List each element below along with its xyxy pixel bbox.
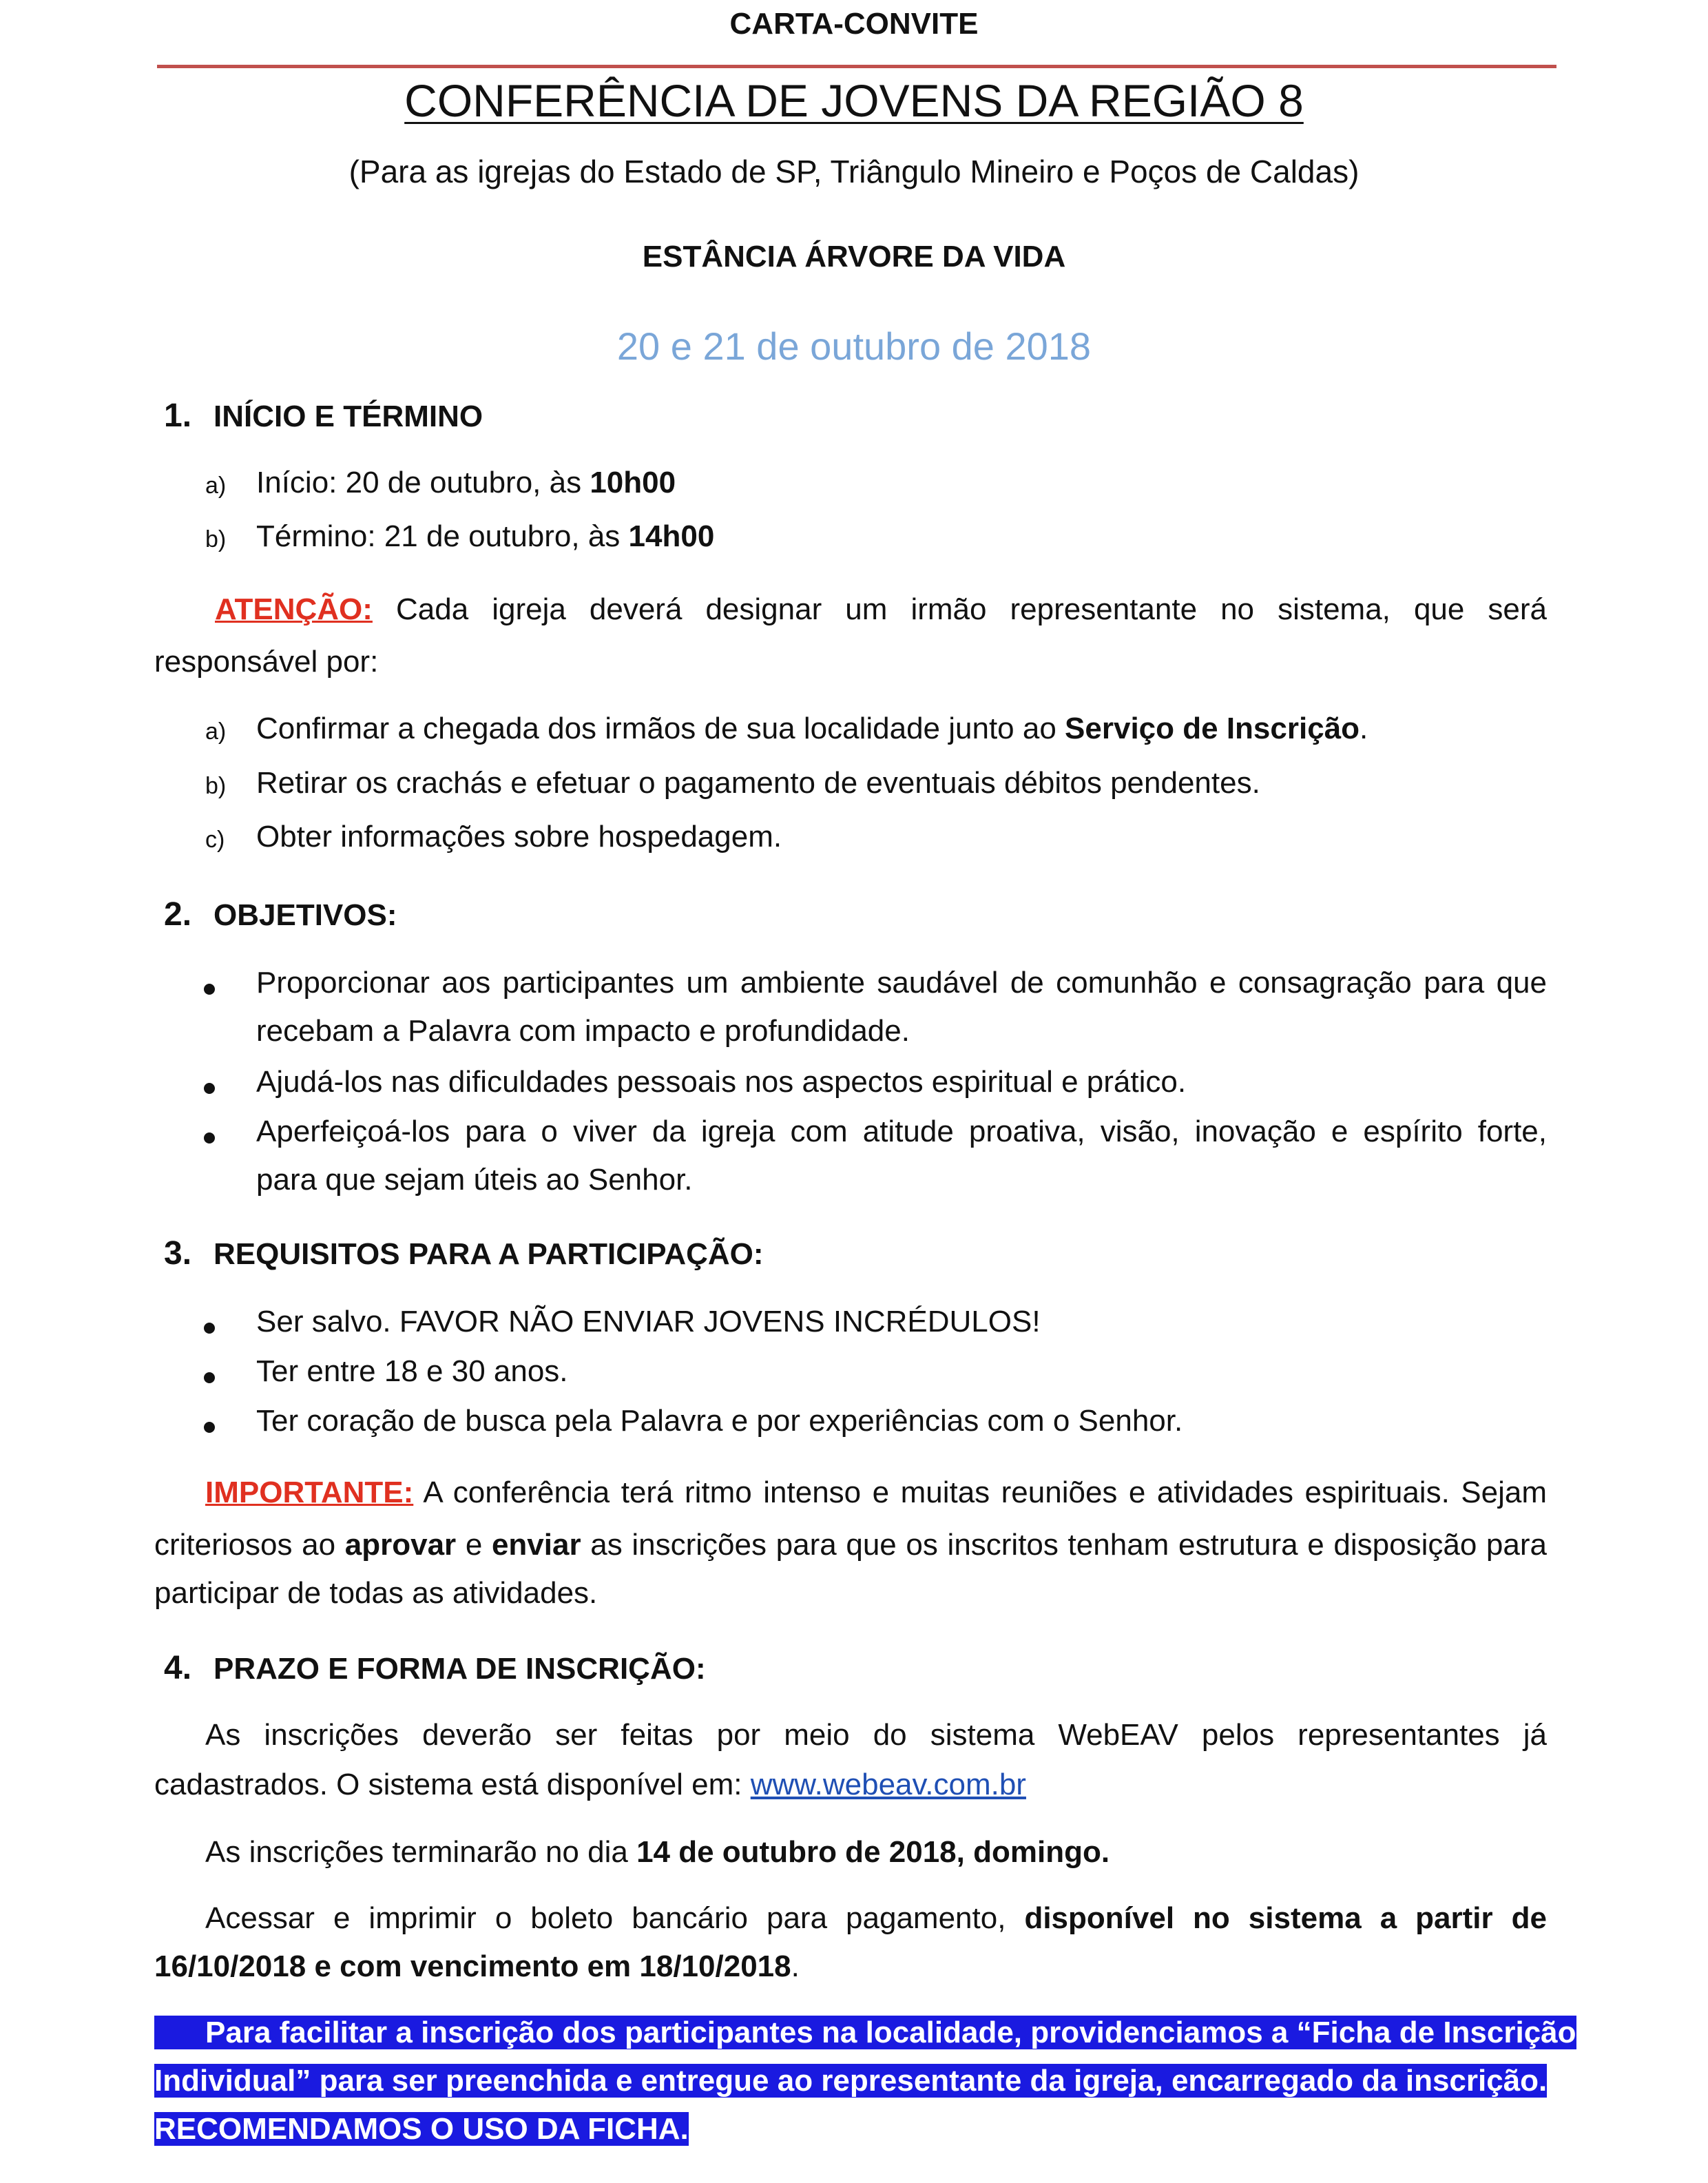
list-item: Proporcionar aos participantes um ambiente saudável de comunhão e consagração para que — [256, 966, 1547, 1000]
list-label: b) — [205, 526, 227, 552]
item-text: Término: 21 de outubro, às — [256, 519, 629, 553]
list-item: Ter entre 18 e 30 anos. — [256, 1354, 568, 1388]
payment-text-cont — [154, 1949, 800, 1984]
attention-text-cont: responsável por: — [154, 645, 379, 679]
list-item: Obter informações sobre hospedagem. — [256, 820, 782, 853]
important-label: IMPORTANTE: — [205, 1476, 414, 1509]
text-run: e — [456, 1528, 492, 1562]
highlight-paragraph — [154, 2016, 1576, 2050]
registration-paragraph: As inscrições deverão ser feitas por meio do sistema WebEAV pelos representantes já — [205, 1718, 1547, 1752]
list-item: Ter coração de busca pela Palavra e por experiências com o Senhor. — [256, 1404, 1183, 1438]
item-text: Início: 20 de outubro, às — [256, 466, 590, 499]
item-text: . — [1360, 712, 1368, 745]
section-4-number: 4. — [164, 1650, 192, 1686]
registration-text-cont — [154, 1768, 1026, 1802]
bullet-icon — [204, 1372, 215, 1383]
doc-type-heading: CARTA-CONVITE — [729, 7, 979, 41]
important-paragraph — [205, 1476, 1547, 1510]
section-2-number: 2. — [164, 896, 192, 933]
deadline-paragraph — [205, 1835, 1110, 1870]
bullet-icon — [204, 1083, 215, 1094]
item-bold: Serviço de Inscrição — [1065, 712, 1360, 745]
important-text-cont: participar de todas as atividades. — [154, 1576, 598, 1610]
bullet-icon — [204, 984, 215, 995]
attention-text: Cada igreja deverá designar um irmão representante no sistema, que será — [395, 592, 1547, 626]
section-3-title: REQUISITOS PARA A PARTICIPAÇÃO: — [214, 1237, 764, 1271]
event-date: 20 e 21 de outubro de 2018 — [616, 324, 1092, 368]
text-bold: 16/10/2018 e com vencimento em 18/10/2018 — [154, 1949, 791, 1983]
text-bold: enviar — [491, 1528, 581, 1562]
payment-paragraph — [205, 1901, 1547, 1936]
section-2-title: OBJETIVOS: — [214, 898, 397, 932]
header-divider — [157, 65, 1556, 68]
bullet-icon — [204, 1132, 215, 1144]
list-label: b) — [205, 773, 227, 799]
item-bold: 10h00 — [590, 466, 676, 499]
text-bold: 14 de outubro de 2018, domingo. — [636, 1835, 1110, 1869]
bullet-icon — [204, 1323, 215, 1334]
section-3-number: 3. — [164, 1235, 192, 1272]
text-run: Acessar e imprimir o boleto bancário para pagamento, — [205, 1901, 1025, 1935]
list-item: Aperfeiçoá-los para o viver da igreja com atitude proativa, visão, inovação e espírito forte, — [256, 1115, 1547, 1148]
list-item — [256, 519, 714, 554]
list-item: Ajudá-los nas dificuldades pessoais nos aspectos espiritual e prático. — [256, 1065, 1187, 1099]
list-label: a) — [205, 718, 227, 745]
attention-paragraph — [215, 592, 1547, 627]
highlight-text-cont — [154, 2112, 689, 2146]
page-title: CONFERÊNCIA DE JOVENS DA REGIÃO 8 — [404, 75, 1304, 126]
section-1-number: 1. — [164, 397, 192, 434]
list-item — [256, 712, 1368, 746]
text-run: cadastrados. O sistema está disponível em: — [154, 1768, 751, 1801]
venue-heading: ESTÂNCIA ÁRVORE DA VIDA — [642, 240, 1066, 273]
important-text-cont — [154, 1528, 1547, 1562]
list-item: Ser salvo. FAVOR NÃO ENVIAR JOVENS INCRÉDULOS! — [256, 1305, 1041, 1338]
section-1-title: INÍCIO E TÉRMINO — [214, 400, 483, 433]
webeav-link[interactable]: www.webeav.com.br — [750, 1768, 1026, 1801]
section-4-title: PRAZO E FORMA DE INSCRIÇÃO: — [214, 1652, 706, 1686]
list-label: c) — [205, 827, 225, 853]
important-text: A conferência terá ritmo intenso e muitas reuniões e atividades espirituais. Sejam — [423, 1476, 1547, 1509]
text-bold: disponível no sistema a partir de — [1024, 1901, 1547, 1935]
highlight-text-cont — [154, 2064, 1547, 2098]
highlight-text: RECOMENDAMOS O USO DA FICHA. — [154, 2112, 689, 2146]
text-run: As inscrições terminarão no dia — [205, 1835, 637, 1869]
list-item-cont: para que sejam úteis ao Senhor. — [256, 1163, 693, 1197]
list-item-cont: recebam a Palavra com impacto e profundidade. — [256, 1014, 910, 1048]
attention-label: ATENÇÃO: — [215, 592, 373, 626]
highlight-text: Individual” para ser preenchida e entregue ao representante da igreja, encarregado da inscrição. — [154, 2064, 1548, 2098]
text-run: criteriosos ao — [154, 1528, 345, 1562]
list-item — [256, 466, 676, 500]
page-subtitle: (Para as igrejas do Estado de SP, Triângulo Mineiro e Poços de Caldas) — [348, 154, 1360, 189]
highlight-text: Para facilitar a inscrição dos participantes na localidade, providenciamos a “Ficha de Inscrição — [154, 2016, 1576, 2049]
bullet-icon — [204, 1422, 215, 1433]
item-text: Confirmar a chegada dos irmãos de sua localidade junto ao — [256, 712, 1065, 745]
list-label: a) — [205, 473, 227, 499]
list-item: Retirar os crachás e efetuar o pagamento de eventuais débitos pendentes. — [256, 766, 1260, 800]
text-run: . — [791, 1949, 800, 1983]
text-bold: aprovar — [344, 1528, 457, 1562]
item-bold: 14h00 — [628, 519, 715, 553]
text-run: as inscrições para que os inscritos tenham estrutura e disposição para — [581, 1528, 1548, 1562]
